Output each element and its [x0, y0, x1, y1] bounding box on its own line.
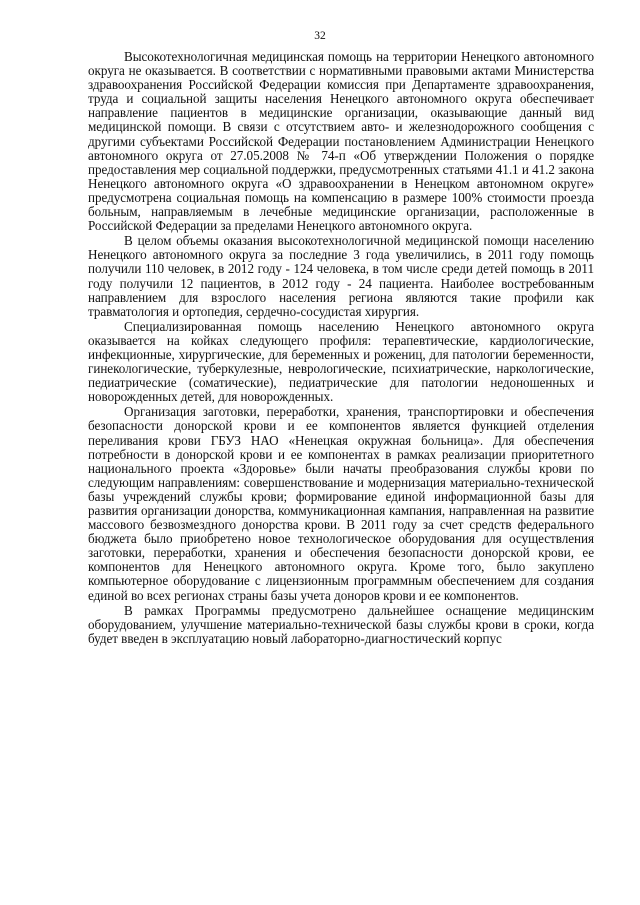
paragraph-specialized-care: Специализированная помощь населению Ненецкого автономного округа оказывается на койках следующего профиля: терапевтические, кардиологические, инфекционные, хирургические, для беременных и рожениц, для патологии беременности, гинекологические, туберкулезные, неврологические, психиатрические, наркологические, педиатрические (соматические), педиатрические для патологии недоношенных и новорожденных детей, для новорожденных.: [88, 318, 594, 405]
page-number: 32: [314, 30, 326, 42]
paragraph-high-tech-care: Высокотехнологичная медицинская помощь на территории Ненецкого автономного округа не оказывается. В соответствии с нормативными правовыми актами Министерства здравоохранения Российской Федерации комиссия при Департаменте здравоохранения, труда и социальной защиты населения Ненецкого автономного округа обеспечивает направление пациентов в медицинские организации, оказывающие данный вид медицинской помощи. В связи с отсутствием авто- и железнодорожного сообщения с другими субъектами Российской Федерации постановлением Администрации Ненецкого автономного округа от 27.05.2008 № 74-п «Об утверждении Положения о порядке предоставления мер социальной поддержки, предусмотренных статьями 41.1 и 41.2 закона Ненецкого автономного округа «О здравоохранении в Ненецком автономном округе» предусмотрена социальная помощь на компенсацию в размере 100% стоимости проезда больным, направляемым в лечебные медицинские организации, расположенные в Российской Федерации за пределами Ненецкого автономного округа.: [88, 49, 594, 234]
paragraph-care-volumes: В целом объемы оказания высокотехнологичной медицинской помощи населению Ненецкого автономного округа за последние 3 года увеличились, в 2011 году помощь получили 110 человек, в 2012 году - 124 человека, в том числе среди детей помощь в 2011 году получили 12 пациентов, в 2012 году - 24 пациента. Наиболее востребованным направлением для взрослого населения региона являются такие профили как травматология и ортопедия, сердечно-сосудистая хирургия.: [88, 233, 594, 319]
document-body: [88, 50, 594, 646]
paragraph-program-equipment: В рамках Программы предусмотрено дальнейшее оснащение медицинским оборудованием, улучшение материально-технической базы службы крови в сроки, когда будет введен в эксплуатацию новый лабораторно-диагностический корпус: [88, 602, 594, 646]
paragraph-blood-service: Организация заготовки, переработки, хранения, транспортировки и обеспечения безопасности донорской крови и ее компонентов является функцией отделения переливания крови ГБУЗ НАО «Ненецкая окружная больница». Для обеспечения потребности в донорской крови и ее компонентах в рамках реализации приоритетного национального проекта «Здоровье» были начаты преобразования службы крови по следующим направлениям: совершенствование и модернизация материально-технической базы учреждений службы крови; формирование единой информационной базы для развития организации донорства, коммуникационная кампания, направленная на развитие массового безвозмездного донорства крови. В 2011 году за счет средств федерального бюджета было приобретено новое технологическое оборудования для осуществления заготовки, переработки, хранения и обеспечения безопасности донорской крови, ее компонентов для Ненецкого автономного округа. Кроме того, было закуплено компьютерное оборудование с лицензионным программным обеспечением для создания единой во всех регионах страны базы учета доноров крови и ее компонентов.: [88, 404, 594, 603]
